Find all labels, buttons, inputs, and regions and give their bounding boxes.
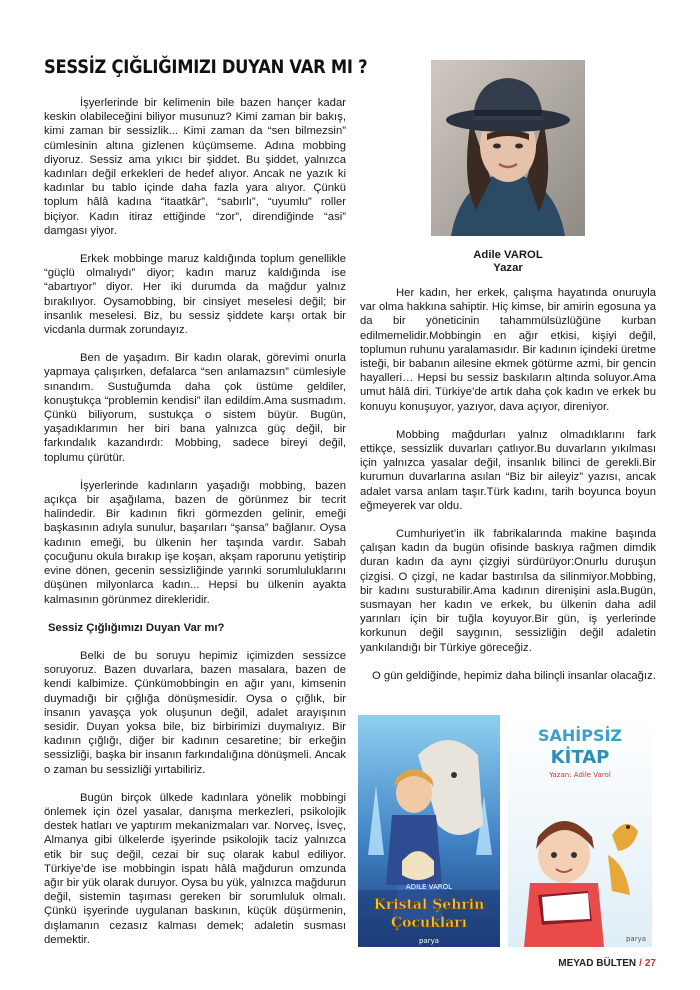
cover-title-line1: SAHİPSİZ — [537, 726, 623, 745]
cover-title-line1: Kristal Şehrin — [373, 897, 485, 913]
author-portrait-image — [431, 60, 585, 236]
book-cover-illustration — [508, 715, 652, 947]
book-cover-kristal — [358, 715, 500, 947]
paragraph: Erkek mobbinge maruz kaldığında toplum genellikle “güçlü olmalıydı” diyor; kadın maruz kaldığında ise “abartıyor” diyor. Her iki durumda da mağdur yalnız bırakılıyor. Oysamobbing, bir cinsiyet meselesi değil; bir insanlık meselesi. Biz, bu sessiz şiddete karşı ortak bir vicdanla durmak zorundayız. — [44, 253, 346, 337]
cover-author: Yazan: Adile Varol — [549, 771, 611, 779]
page-footer — [558, 958, 656, 969]
cover-author: ADILE VAROL — [405, 883, 453, 891]
paragraph: Mobbing mağdurları yalnız olmadıklarını fark ettikçe, sessizlik duvarları çatlıyor.Bu duvarların yıkılması için yalnızca yasalar değil, insanlık bilinci de gerekli.Bir kurumun duvarlarına asılan “Biz bir aileyiz” yazısı, ancak adalet varsa anlam taşır.Türk kadını, tarih boyunca boyun eğmeyerek var oldu. — [360, 428, 656, 512]
cover-title-line2: KİTAP — [550, 747, 610, 768]
paragraph: Ben de yaşadım. Bir kadın olarak, görevimi onurla yapmaya çalışırken, defalarca “sen anlamazsın” cümlesiyle sınandım. Sustuğumda daha çok üstüme geldiler, konuştukça “problemin kendisi” ilan edildim.Ama susmadım. Çünkü biliyorum, sustukça o sistem büyür. Bugün, yaşadıklarımın her biri bana yalnızca güç değil, bir farkındalık kazandırdı: Mobbing, sadece bireyi değil, toplumu çürütür. — [44, 352, 346, 464]
left-column — [44, 96, 346, 961]
author-role: Yazar — [493, 262, 523, 274]
magazine-name: MEYAD BÜLTEN — [558, 958, 637, 969]
paragraph: Her kadın, her erkek, çalışma hayatında onuruyla var olma hakkına sahiptir. Hiç kimse, bir amirin egosuna ya da bir yöneticinin tahammülsüzlüğüne kurban edilmemelidir.Mobbingin en ağır etkisi, kişiyi değil, toplumun ruhunu yaralamasıdır. Bir kadının içindeki üretme isteği, bir babanın ailesine ekmek götürme azmi, bir gencin hayalleri… Hepsi bu sessiz baskıların altında soluyor.Ama umut hâlâ diri. Türkiye’de artık daha çok kadın ve erkek bu konuyu konuşuyor, yazıyor, dava açıyor, direniyor. — [360, 287, 656, 413]
article-title: SESSİZ ÇIĞLIĞIMIZI DUYAN VAR MI ? — [44, 56, 368, 78]
book-cover-illustration — [358, 715, 500, 947]
cover-title-line2: Çocukları — [391, 915, 467, 931]
cover-publisher: parya — [418, 937, 440, 945]
cover-publisher: parya — [625, 935, 647, 943]
right-column — [360, 286, 656, 697]
footer-separator: / — [639, 958, 642, 969]
paragraph: İşyerlerinde kadınların yaşadığı mobbing, bazen açıkça bir aşağılama, bazen de görünmez bir tecrit halindedir. Bir kadının fikri görmezden gelinir, emeği başkasının adıyla sunulur, başarıları “şansa” bağlanır. Oysa kadının emeği, bu ülkenin her taşında vardır. Sabah çocuğunu okula bırakıp işe koşan, akşam raporunu yetiştirip evine dönen, gecenin sessizliğinde yarınki sorumluluklarını düşünen milyonlarca kadın... Hepsi bu ülkenin ayakta kalmasının görünmez direkleridir. — [44, 479, 346, 606]
author-photo — [431, 60, 585, 236]
article-subheading: Sessiz Çığlığımızı Duyan Var mı? — [48, 621, 225, 634]
closing-line: O gün geldiğinde, hepimiz daha bilinçli insanlar olacağız. — [372, 669, 656, 682]
paragraph: Belki de bu soruyu hepimiz içimizden sessizce soruyoruz. Bazen duvarlara, bazen masalara, bazen de kendi kalbimize. Çünkümobbingin en ağır yanı, kimsenin duymadığı bir çığlığa dönüşmesidir. Oysa o çığlık, bir insanın yavaşça yok oluşunun değil, adalet arayışının sesidir. Duyan yoksa bile, biz birbirimizi duymalıyız. Bir kadının çığlığı, diğer bir kadının cesaretine; bir erkeğin sessizliği, başka bir insanın farkındalığına dönüşmeli. Ancak o zaman bu sessizliği yırtabiliriz. — [44, 649, 346, 776]
author-caption — [431, 249, 585, 275]
paragraph: Cumhuriyet’in ilk fabrikalarında makine başında çalışan kadın da bugün ofisinde baskıya rağmen dimdik duran kadın da aynı çizgiyi sürdürüyor:Onurlu duruşun çizgisi. O çizgi, ne kadar bastırılsa da silinmiyor.Mobbing, bir kadını susturabilir.Ama kadının direnişini asla.Bugün, susmayan her kadın ve erkek, bu ülkenin daha adil yarınları için bir tuğla koyuyor.Bir gün, iş yerlerinde korkunun değil saygının, sessizliğin değil adaletin yankılandığı bir Türkiye göreceğiz. — [360, 528, 656, 654]
book-cover-sahipsiz — [508, 715, 652, 947]
author-name: Adile VAROL — [473, 249, 543, 261]
paragraph: İşyerlerinde bir kelimenin bile bazen hançer kadar keskin olabileceğini biliyor musunuz? Kimi zaman bir bakış, kimi zaman bir sessizlik... Kimi zaman da “sen bilmezsin” cümlesinin altına gizlenen küçümseme. Adına mobbing diyoruz. Sessiz ama yıkıcı bir şiddet. Bu şiddet, yalnızca kadınları değil erkekleri de hedef alıyor. Ancak ne yazık ki kadınlar bu tablo içinde daha fazla yara alıyor. Çünkü toplum hâlâ kadına “itaatkâr”, “sabırlı”, “uyumlu” roller biçiyor. Kadın itiraz ettiğinde “zor”, direndiğinde “asi” damgası yiyor. — [44, 97, 346, 237]
paragraph: Bugün birçok ülkede kadınlara yönelik mobbingi önlemek için özel yasalar, danışma merkezleri, psikolojik destek hatları ve yaptırım mekanizmaları var. Norveç, İsveç, Almanya gibi ülkelerde işyerinde psikolojik taciz yalnızca etik bir suç değil, cezai bir suç olarak kabul ediliyor. Türkiye’de ise mobbingin ispatı hâlâ mağdurun omzunda ağır bir yük olarak duruyor. Oysa bu yük, yalnızca mağdurun değil, sistemin taşıması gereken bir sorumluluk olmalı. Çünkü işyerinde uygulanan baskının, küçük düşürmenin, dışlamanın cezasız kalması demek; adaletin susması demektir. — [44, 791, 346, 946]
page-number: 27 — [644, 958, 656, 969]
